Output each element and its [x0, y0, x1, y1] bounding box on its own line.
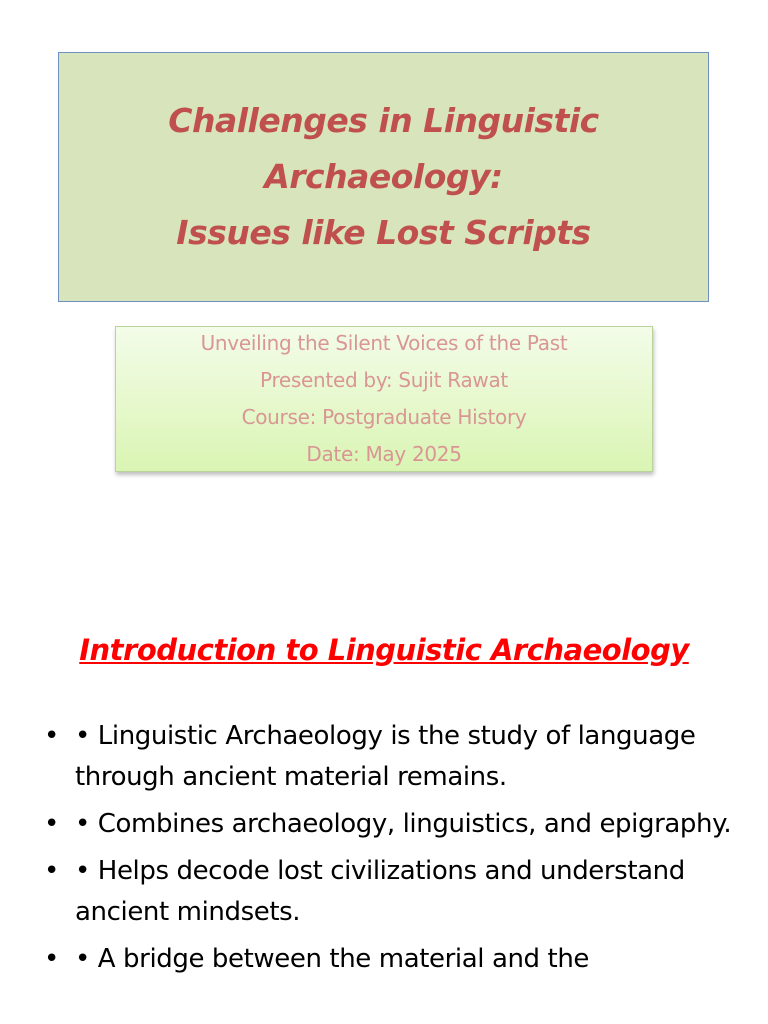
slide-title-line-2: Archaeology:: [264, 157, 503, 196]
list-item: [0, 804, 768, 845]
list-item: [0, 851, 768, 933]
list-item: [0, 716, 768, 798]
subtitle-presenter: Presented by: Sujit Rawat: [260, 368, 508, 392]
bullet-text: • A bridge between the material and the: [75, 944, 589, 974]
title-box: [58, 52, 709, 302]
bullet-text: • Combines archaeology, linguistics, and epigraphy.: [75, 809, 732, 839]
bullet-dot-icon: •: [44, 721, 59, 751]
subtitle-tagline: Unveiling the Silent Voices of the Past: [200, 331, 568, 355]
bullet-text: • Linguistic Archaeology is the study of language through ancient material remains.: [75, 721, 696, 792]
list-item: [0, 939, 768, 980]
subtitle-box: [115, 326, 653, 472]
bullet-text: • Helps decode lost civilizations and understand ancient mindsets.: [75, 856, 685, 927]
subtitle-course: Course: Postgraduate History: [241, 405, 527, 429]
slide-title-line-1: Challenges in Linguistic: [168, 101, 599, 140]
slide-heading: Introduction to Linguistic Archaeology: [79, 633, 689, 667]
introduction-slide: [0, 576, 768, 1024]
bullet-dot-icon: •: [44, 944, 59, 974]
bullet-list: [0, 716, 768, 986]
subtitle-date: Date: May 2025: [306, 442, 462, 466]
bullet-dot-icon: •: [44, 856, 59, 886]
slide-title-line-3: Issues like Lost Scripts: [176, 213, 591, 252]
bullet-dot-icon: •: [44, 809, 59, 839]
